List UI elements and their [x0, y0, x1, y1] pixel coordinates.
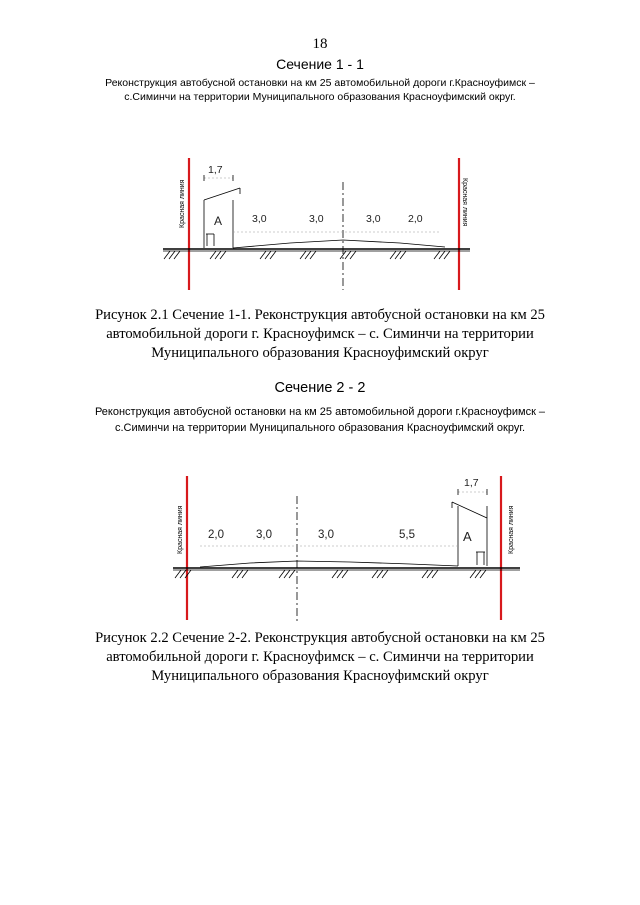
section-2-caption: Рисунок 2.2 Сечение 2-2. Реконструкция автобусной остановки на км 25 автомобильной дороги г. Красноуфимск – с. Симинчи на территории Муниципального образования Красноуфимский округ — [95, 630, 545, 684]
red-line-right-label: Красная линия — [508, 505, 515, 554]
section-1-subtitle: Реконструкция автобусной остановки на км 25 автомобильной дороги г.Красноуфимск – с.Симинчи на территории Муниципального образования Красноуфимский округ. — [105, 77, 535, 103]
section-2-subtitle: Реконструкция автобусной остановки на км 25 автомобильной дороги г.Красноуфимск – с.Симинчи на территории Муниципального образования Красноуфимский округ. — [94, 406, 546, 434]
dim-4: 5,5 — [399, 529, 415, 541]
dim-1: 3,0 — [252, 213, 267, 225]
section-2-title: Сечение 2 - 2 — [274, 380, 366, 396]
dim-3: 3,0 — [366, 213, 381, 225]
dim-shelter-width: 1,7 — [464, 477, 479, 489]
section-1-caption: Рисунок 2.1 Сечение 1-1. Реконструкция автобусной остановки на км 25 автомобильной дороги г. Красноуфимск – с. Симинчи на территории Муниципального образования Красноуфимский округ — [95, 307, 545, 361]
dim-shelter-width: 1,7 — [208, 164, 223, 176]
section-2-drawing — [0, 462, 640, 627]
red-line-right-label: Красная линия — [461, 178, 468, 227]
red-line-left-label: Красная линия — [177, 505, 184, 554]
bus-shelter — [204, 188, 240, 248]
section-1-drawing — [0, 150, 640, 295]
ground-profile — [163, 240, 470, 259]
shelter-letter: А — [463, 529, 472, 544]
dim-2: 3,0 — [256, 529, 272, 541]
dim-2: 3,0 — [309, 213, 324, 225]
dim-3: 3,0 — [318, 529, 334, 541]
dim-1: 2,0 — [208, 529, 224, 541]
ground-profile — [173, 561, 520, 578]
bus-shelter — [452, 502, 487, 566]
red-line-left-label: Красная линия — [179, 179, 186, 228]
section-1-title: Сечение 1 - 1 — [276, 56, 364, 72]
dim-4: 2,0 — [408, 213, 423, 225]
page-number: 18 — [312, 36, 328, 52]
shelter-letter: А — [214, 214, 223, 228]
